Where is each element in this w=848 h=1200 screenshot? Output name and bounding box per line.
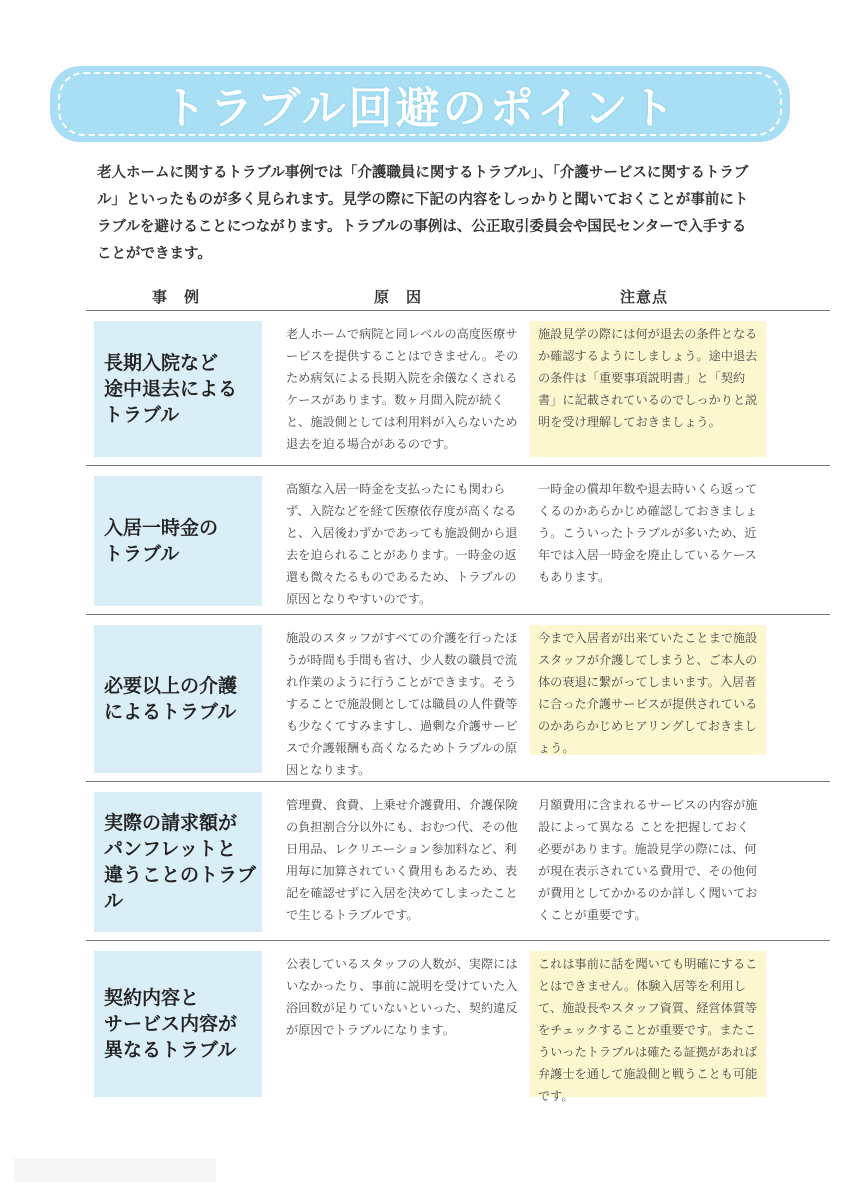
footer-strip xyxy=(14,1158,216,1182)
case-box xyxy=(94,321,262,457)
table-row xyxy=(86,940,830,1101)
case-label: 必要以上の介護 によるトラブル xyxy=(104,675,238,723)
case-box xyxy=(94,476,262,606)
page-title: トラブル回避のポイント xyxy=(162,83,678,134)
intro-paragraph: 老人ホームに関するトラブル事例では「介護職員に関するトラブル」、「介護サービスに関するトラブル」といったものが多く見られます。見学の際に下記の内容をしっかりと聞いておくことが事前にトラブルを避けることにつながります。トラブルの事例は、公正取引委員会や国民センターで入手することができます。 xyxy=(97,165,749,262)
case-label: 入居一時金の トラブル xyxy=(104,517,219,565)
case-label: 契約内容と サービス内容が 異なるトラブル xyxy=(104,987,238,1061)
column-header-note: 注意点 xyxy=(620,288,669,306)
note-text: 今まで入居者が出来ていたことまで施設スタッフが介護してしまうと、ご本人の体の衰退に繋がってしまいます。入居者に合った介護サービスが提供されているのかあらかじめヒアリングしておきましょう。 xyxy=(530,625,766,755)
case-box xyxy=(94,951,262,1097)
case-label: 長期入院など 途中退去による トラブル xyxy=(104,352,238,426)
table-row xyxy=(86,614,830,781)
cause-text: 高額な入居一時金を支払ったにも関わらず、入院などを経て医療依存度が高くなると、入居後わずかであっても施設側から退去を迫られることがあります。一時金の返還も微々たるものであるため、トラブルの原因となりやすいのです。 xyxy=(286,482,518,606)
case-box xyxy=(94,792,262,932)
note-text: 一時金の償却年数や退去時いくら返ってくるのかあらかじめ確認しておきましょう。こういったトラブルが多いため、近年では入居一時金を廃止しているケースもあります。 xyxy=(538,482,758,584)
note-text: 施設見学の際には何が退去の条件となるか確認するようにしましょう。途中退去の条件は「重要事項説明書」と「契約書」に記載されているのでしっかりと説明を受け理解しておきましょう。 xyxy=(530,321,766,457)
title-banner xyxy=(50,66,790,142)
note-text: 月額費用に含まれるサービスの内容が施設によって異なる ことを把握しておく必要があります。施設見学の際には、何が現在表示されている費用で、その他何が費用としてかかるのか詳しく聞いておくことが重要です。 xyxy=(538,798,758,922)
cause-text: 施設のスタッフがすべての介護を行ったほうが時間も手間も省け、少人数の職員で流れ作業のように行うことができます。そうすることで施設側としては職員の人件費等も少なくてすみますし、過剰な介護サービスで介護報酬も高くなるためトラブルの原因となります。 xyxy=(286,631,518,777)
case-label: 実際の請求額が パンフレットと 違うことのトラブル xyxy=(104,812,257,912)
trouble-table xyxy=(86,310,830,1101)
cause-text: 公表しているスタッフの人数が、実際にはいなかったり、事前に説明を受けていた入浴回数が足りていないといった、契約違反が原因でトラブルになります。 xyxy=(286,957,518,1037)
note-text: これは事前に話を聞いても明確にすることはできません。体験入居等を利用して、施設長やスタッフ資質、経営体質等をチェックすることが重要です。またこういったトラブルは確たる証拠があれば弁護士を通して施設側と戦うことも可能です。 xyxy=(530,951,766,1097)
case-box xyxy=(94,625,262,773)
table-row xyxy=(86,310,830,465)
cause-text: 管理費、食費、上乗せ介護費用、介護保険の負担割合分以外にも、おむつ代、その他日用品、レクリエーション参加料など、利用毎に加算されていく費用もあるため、表記を確認せずに入居を決めてしまったことで生じるトラブルです。 xyxy=(286,798,518,922)
table-row xyxy=(86,781,830,940)
cause-text: 老人ホームで病院と同レベルの高度医療サービスを提供することはできません。そのため病気による長期入院を余儀なくされるケースがあります。数ヶ月間入院が続くと、施設側としては利用料が入らないため退去を迫る場合があるのです。 xyxy=(286,327,519,451)
column-header-cause: 原 因 xyxy=(374,288,423,306)
column-header-case: 事 例 xyxy=(152,288,201,306)
table-row xyxy=(86,465,830,614)
